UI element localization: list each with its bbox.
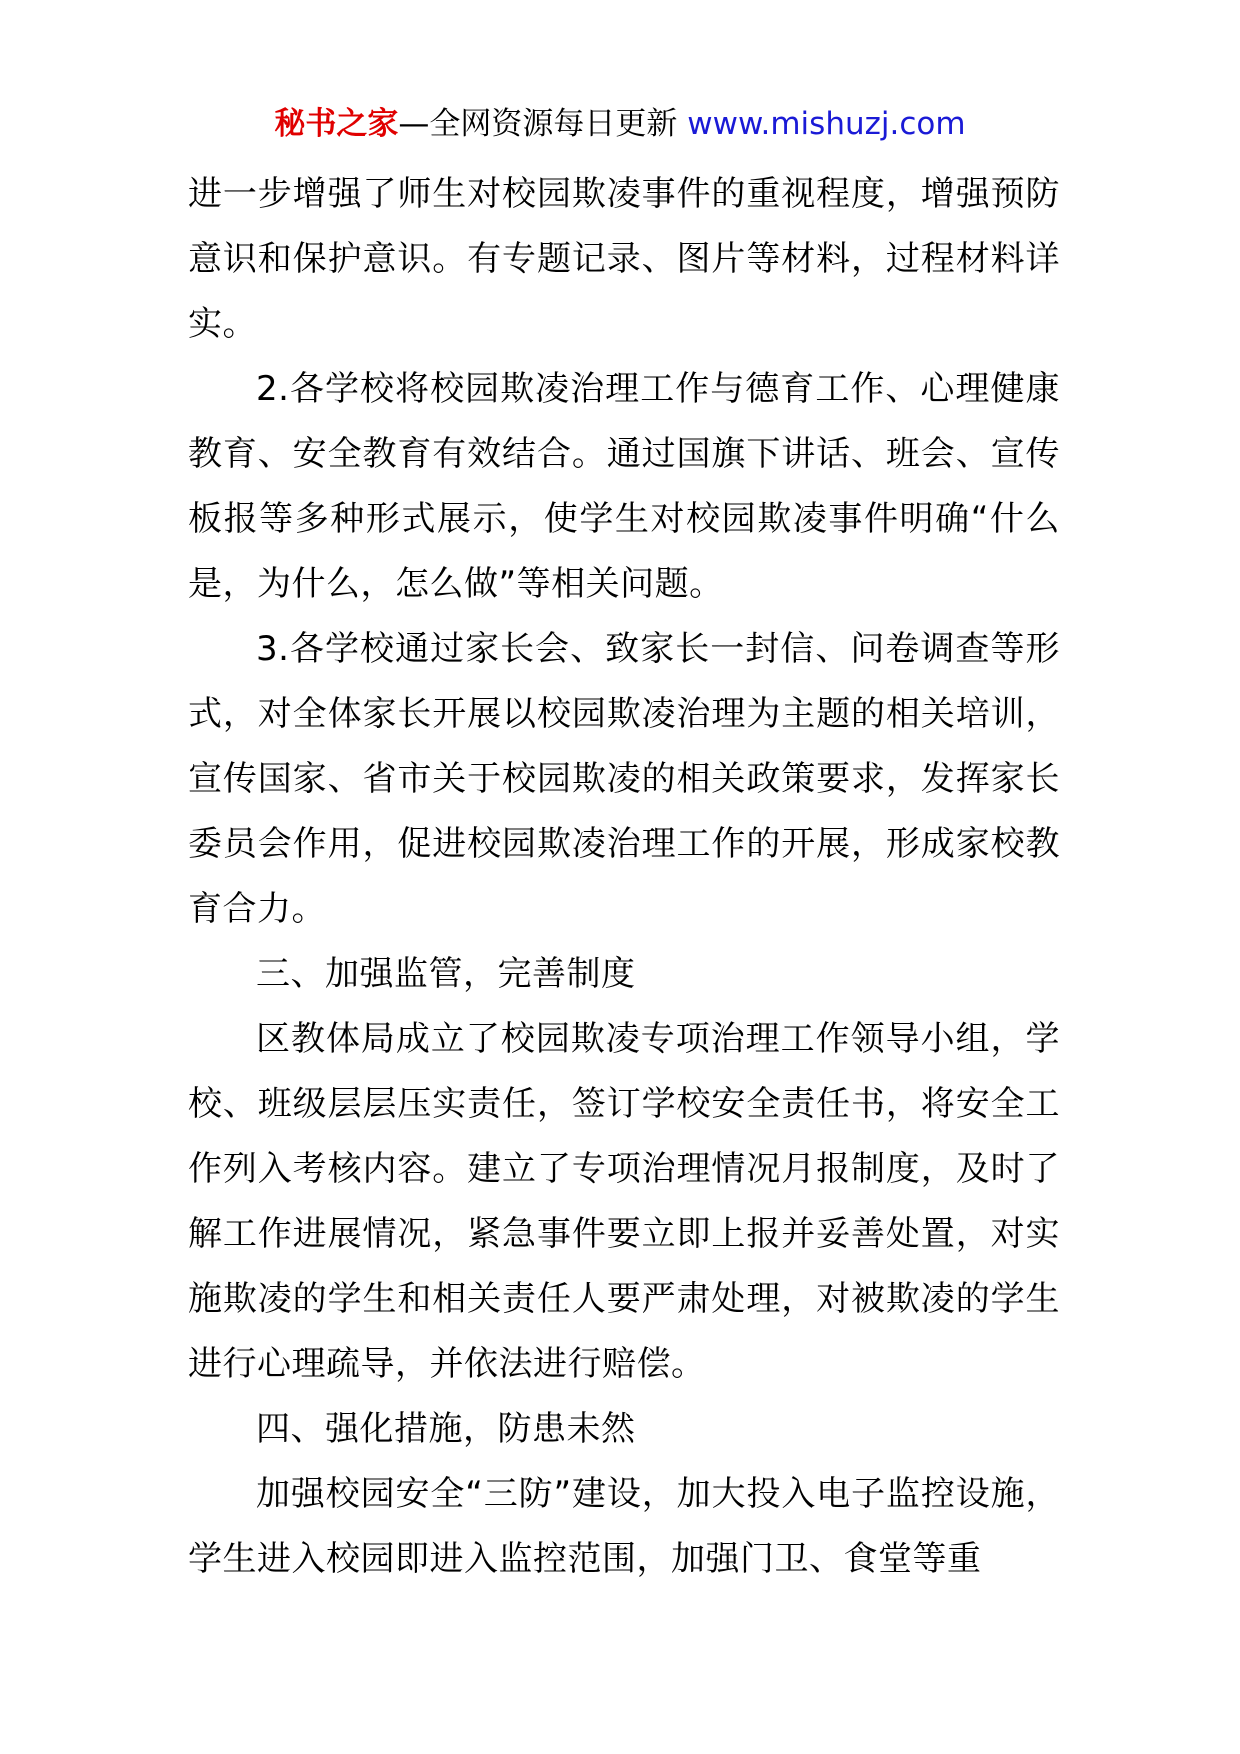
- header-tagline: —全网资源每日更新: [398, 106, 688, 142]
- section-heading-3: 三、加强监管，完善制度: [256, 954, 636, 994]
- paragraph-item-2: 2.各学校将校园欺凌治理工作与德育工作、心理健康教育、安全教育有效结合。通过国旗下讲话、班会、宣传板报等多种形式展示，使学生对校园欺凌事件明确“什么是，为什么，怎么做”等相关问题。: [188, 369, 1060, 604]
- header-url[interactable]: www.mishuzj.com: [687, 106, 966, 142]
- paragraph-item-3: 3.各学校通过家长会、致家长一封信、问卷调查等形式，对全体家长开展以校园欺凌治理为主题的相关培训，宣传国家、省市关于校园欺凌的相关政策要求，发挥家长委员会作用，促进校园欺凌治理工作的开展，形成家校教育合力。: [188, 629, 1060, 929]
- paragraph-section-4: 加强校园安全“三防”建设，加大投入电子监控设施，学生进入校园即进入监控范围，加强门卫、食堂等重: [188, 1474, 1060, 1579]
- brand-name: 秘书之家: [274, 106, 399, 142]
- paragraph-continuation: 进一步增强了师生对校园欺凌事件的重视程度，增强预防意识和保护意识。有专题记录、图片等材料，过程材料详实。: [188, 174, 1060, 344]
- document-body: [188, 162, 1060, 1592]
- page-header: [0, 102, 1240, 146]
- section-heading-4: 四、强化措施，防患未然: [256, 1409, 636, 1449]
- paragraph-section-3: 区教体局成立了校园欺凌专项治理工作领导小组，学校、班级层层压实责任，签订学校安全责任书，将安全工作列入考核内容。建立了专项治理情况月报制度，及时了解工作进展情况，紧急事件要立即上报并妥善处置，对实施欺凌的学生和相关责任人要严肃处理，对被欺凌的学生进行心理疏导，并依法进行赔偿。: [188, 1019, 1060, 1384]
